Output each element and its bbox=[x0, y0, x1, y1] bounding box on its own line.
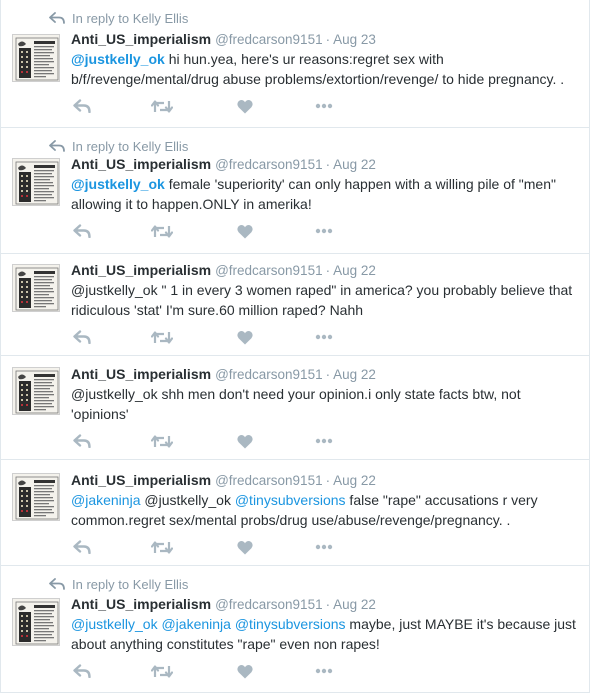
profile-picture-icon bbox=[13, 265, 60, 312]
separator: · bbox=[325, 263, 331, 278]
tweet-text bbox=[71, 490, 581, 530]
user-handle[interactable]: @fredcarson9151 bbox=[215, 32, 323, 47]
reply-arrow-icon bbox=[73, 99, 91, 113]
like-button[interactable] bbox=[237, 432, 253, 450]
tweet-text bbox=[71, 49, 581, 89]
mention-link[interactable]: @tinysubversions bbox=[234, 492, 346, 508]
mention-link[interactable]: @jakeninja bbox=[161, 616, 231, 632]
reply-arrow-icon bbox=[73, 330, 91, 344]
like-button[interactable] bbox=[237, 538, 253, 556]
tweet-body: shh men don't need your opinion.i only state facts btw, not 'opinions' bbox=[71, 386, 521, 422]
tweet-header bbox=[71, 261, 376, 279]
like-button[interactable] bbox=[237, 222, 253, 240]
heart-icon bbox=[237, 224, 253, 239]
tweet-text bbox=[71, 280, 581, 320]
heart-icon bbox=[237, 664, 253, 679]
separator: · bbox=[325, 32, 331, 47]
heart-icon bbox=[237, 434, 253, 449]
more-button[interactable] bbox=[315, 538, 333, 556]
reply-button[interactable] bbox=[73, 662, 91, 680]
tweet-header bbox=[71, 471, 376, 489]
reply-arrow-icon bbox=[73, 224, 91, 238]
tweet-date[interactable]: Aug 22 bbox=[333, 367, 376, 382]
display-name[interactable]: Anti_US_imperialism bbox=[71, 31, 212, 47]
profile-picture-icon bbox=[13, 368, 60, 415]
separator: · bbox=[325, 367, 331, 382]
display-name[interactable]: Anti_US_imperialism bbox=[71, 262, 212, 278]
like-button[interactable] bbox=[237, 328, 253, 346]
profile-picture-icon bbox=[13, 599, 60, 646]
user-handle[interactable]: @fredcarson9151 bbox=[215, 263, 323, 278]
reply-button[interactable] bbox=[73, 328, 91, 346]
tweet-actions bbox=[71, 432, 371, 450]
reply-arrow-icon bbox=[73, 540, 91, 554]
tweet-header bbox=[71, 595, 376, 613]
retweet-icon bbox=[151, 224, 173, 239]
tweet-body: female 'superiority' can only happen with a willing pile of "men" allowing it to happen.ONLY in amerika! bbox=[71, 176, 556, 212]
retweet-icon bbox=[151, 540, 173, 555]
more-button[interactable] bbox=[315, 97, 333, 115]
avatar[interactable] bbox=[12, 598, 60, 646]
tweet[interactable] bbox=[0, 356, 590, 460]
user-handle[interactable]: @fredcarson9151 bbox=[215, 597, 323, 612]
avatar[interactable] bbox=[12, 367, 60, 415]
reply-context-label[interactable]: In reply to Kelly Ellis bbox=[72, 10, 189, 26]
more-dots-icon bbox=[315, 668, 333, 674]
tweet-body: maybe, just MAYBE it's because just about anything constitutes "rape" even non rapes! bbox=[71, 616, 576, 652]
tweet-header bbox=[71, 30, 376, 48]
retweet-icon bbox=[151, 434, 173, 449]
retweet-icon bbox=[151, 330, 173, 345]
more-button[interactable] bbox=[315, 662, 333, 680]
tweet[interactable] bbox=[0, 460, 590, 566]
avatar[interactable] bbox=[12, 473, 60, 521]
more-dots-icon bbox=[315, 228, 333, 234]
tweet-text bbox=[71, 174, 581, 214]
tweet-actions bbox=[71, 328, 371, 346]
tweet-date[interactable]: Aug 22 bbox=[333, 597, 376, 612]
like-button[interactable] bbox=[237, 97, 253, 115]
retweet-button[interactable] bbox=[151, 97, 173, 115]
reply-arrow-icon bbox=[73, 434, 91, 448]
tweet-text bbox=[71, 384, 581, 424]
profile-picture-icon bbox=[13, 474, 60, 521]
mention-link[interactable]: @justkelly_ok bbox=[71, 616, 158, 632]
more-dots-icon bbox=[315, 438, 333, 444]
tweet-date[interactable]: Aug 22 bbox=[333, 473, 376, 488]
tweet[interactable] bbox=[0, 566, 590, 693]
tweet-prefix[interactable]: @justkelly_ok bbox=[71, 386, 158, 402]
profile-picture-icon bbox=[13, 159, 60, 206]
avatar[interactable] bbox=[12, 34, 60, 82]
more-button[interactable] bbox=[315, 222, 333, 240]
heart-icon bbox=[237, 99, 253, 114]
tweet-actions bbox=[71, 538, 371, 556]
reply-arrow-icon bbox=[73, 664, 91, 678]
tweet-date[interactable]: Aug 22 bbox=[333, 157, 376, 172]
avatar[interactable] bbox=[12, 158, 60, 206]
retweet-button[interactable] bbox=[151, 328, 173, 346]
more-dots-icon bbox=[315, 544, 333, 550]
like-button[interactable] bbox=[237, 662, 253, 680]
tweet-date[interactable]: Aug 23 bbox=[333, 32, 376, 47]
display-name[interactable]: Anti_US_imperialism bbox=[71, 596, 212, 612]
tweet-actions bbox=[71, 662, 371, 680]
separator: · bbox=[325, 597, 331, 612]
tweet[interactable] bbox=[0, 128, 590, 254]
separator: · bbox=[325, 157, 331, 172]
tweet-body: false "rape" accusations r very common.regret sex/mental probs/drug use/abuse/revenge/pregnancy. . bbox=[71, 492, 538, 528]
profile-picture-icon bbox=[13, 35, 60, 82]
reply-context[interactable] bbox=[49, 138, 188, 154]
tweet-date[interactable]: Aug 22 bbox=[333, 263, 376, 278]
reply-button[interactable] bbox=[73, 222, 91, 240]
reply-context[interactable] bbox=[49, 576, 188, 592]
display-name[interactable]: Anti_US_imperialism bbox=[71, 366, 212, 382]
reply-button[interactable] bbox=[73, 97, 91, 115]
mention-link[interactable]: @tinysubversions bbox=[234, 616, 346, 632]
reply-context-label[interactable]: In reply to Kelly Ellis bbox=[72, 576, 189, 592]
reply-context-arrow-icon bbox=[49, 140, 65, 152]
retweet-button[interactable] bbox=[151, 432, 173, 450]
heart-icon bbox=[237, 540, 253, 555]
tweet[interactable] bbox=[0, 0, 590, 128]
reply-button[interactable] bbox=[73, 538, 91, 556]
retweet-icon bbox=[151, 664, 173, 679]
user-handle[interactable]: @fredcarson9151 bbox=[215, 367, 323, 382]
tweet-header bbox=[71, 365, 376, 383]
tweet-actions bbox=[71, 222, 371, 240]
reply-context[interactable] bbox=[49, 10, 188, 26]
mention-link[interactable]: @justkelly_ok bbox=[71, 176, 165, 192]
mention-link[interactable]: @justkelly_ok bbox=[71, 51, 165, 67]
retweet-button[interactable] bbox=[151, 222, 173, 240]
user-handle[interactable]: @fredcarson9151 bbox=[215, 473, 323, 488]
more-button[interactable] bbox=[315, 432, 333, 450]
reply-button[interactable] bbox=[73, 432, 91, 450]
retweet-button[interactable] bbox=[151, 538, 173, 556]
reply-context-label[interactable]: In reply to Kelly Ellis bbox=[72, 138, 189, 154]
tweet-prefix[interactable]: @justkelly_ok bbox=[71, 282, 158, 298]
more-dots-icon bbox=[315, 103, 333, 109]
tweet-prefix[interactable]: @justkelly_ok bbox=[144, 492, 231, 508]
display-name[interactable]: Anti_US_imperialism bbox=[71, 156, 212, 172]
tweet[interactable] bbox=[0, 254, 590, 356]
avatar[interactable] bbox=[12, 264, 60, 312]
more-dots-icon bbox=[315, 334, 333, 340]
retweet-icon bbox=[151, 99, 173, 114]
reply-context-arrow-icon bbox=[49, 578, 65, 590]
mention-link[interactable]: @jakeninja bbox=[71, 492, 141, 508]
tweet-actions bbox=[71, 97, 371, 115]
tweet-body: " 1 in every 3 women raped" in america? you probably believe that ridiculous 'stat' I'm sure.60 million raped? Nahh bbox=[71, 282, 573, 318]
separator: · bbox=[325, 473, 331, 488]
more-button[interactable] bbox=[315, 328, 333, 346]
display-name[interactable]: Anti_US_imperialism bbox=[71, 472, 212, 488]
heart-icon bbox=[237, 330, 253, 345]
retweet-button[interactable] bbox=[151, 662, 173, 680]
user-handle[interactable]: @fredcarson9151 bbox=[215, 157, 323, 172]
reply-context-arrow-icon bbox=[49, 12, 65, 24]
tweet-header bbox=[71, 155, 376, 173]
tweet-text bbox=[71, 614, 581, 654]
tweet-body: hi hun.yea, here's ur reasons:regret sex with b/f/revenge/mental/drug abuse problems/extortion/revenge/ to hide pregnancy. . bbox=[71, 51, 565, 87]
